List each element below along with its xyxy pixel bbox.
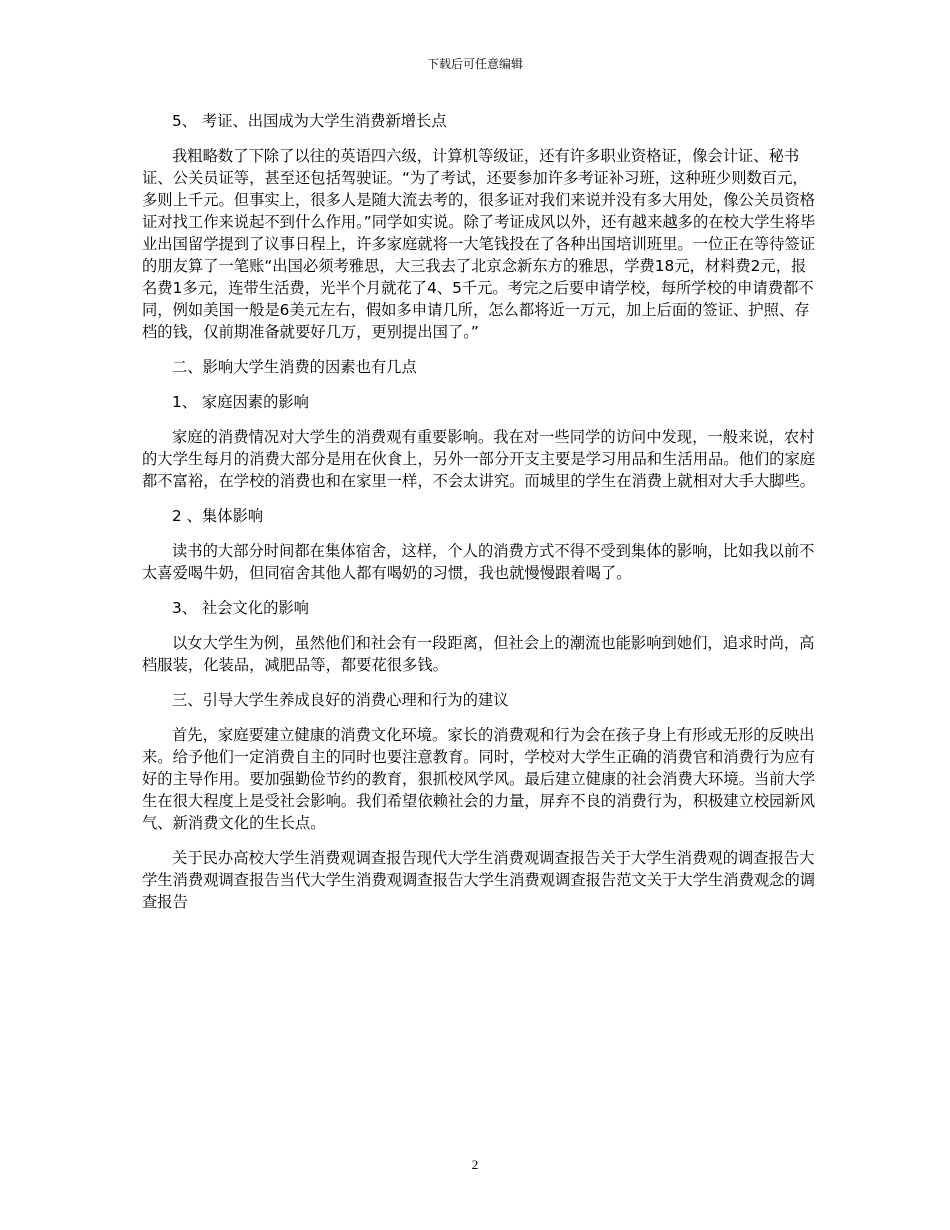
- section-heading-suggestions: 三、引导大学生养成良好的消费心理和行为的建议: [172, 691, 509, 709]
- header-note: 下载后可任意编辑: [426, 57, 523, 71]
- document-body: [142, 110, 818, 926]
- page-number: 2: [471, 1157, 479, 1172]
- paragraph-certificates: 我粗略数了下除了以往的英语四六级，计算机等级证，还有许多职业资格证，像会计证、秘书证、公关员证等，甚至还包括驾驶证。“为了考试，还要参加许多考证补习班，这种班少则数百元，多则上千元。但事实上，很多人是随大流去考的，很多证对我们来说并没有多大用处，像公关员资格证对找工作来说起不到什么作用。”同学如实说。除了考证成风以外，还有越来越多的在校大学生将毕业出国留学提到了议事日程上，许多家庭就将一大笔钱投在了各种出国培训班里。一位正在等待签证的朋友算了一笔账“出国必须考雅思，大三我去了北京念新东方的雅思，学费18元，材料费2元，报名费1多元，连带生活费，光半个月就花了4、5千元。考完之后要申请学校，每所学校的申请费都不同，例如美国一般是6美元左右，假如多申请几所，怎么都将近一万元，加上后面的签证、护照、存档的钱，仅前期准备就要好几万，更别提出国了。”: [142, 147, 816, 341]
- subheading-social-culture: 3、 社会文化的影响: [172, 599, 309, 617]
- section-heading-factors: 二、影响大学生消费的因素也有几点: [172, 358, 417, 376]
- subheading-family: 1、 家庭因素的影响: [172, 393, 309, 411]
- paragraph-family: 家庭的消费情况对大学生的消费观有重要影响。我在对一些同学的访问中发现，一般来说，农村的大学生每月的消费大部分是用在伙食上，另外一部分开支主要是学习用品和生活用品。他们的家庭都不富裕，在学校的消费也和在家里一样，不会太讲究。而城里的学生在消费上就相对大手大脚些。: [142, 428, 816, 490]
- section-heading-5: 5、 考证、出国成为大学生消费新增长点: [172, 112, 447, 130]
- subheading-collective: 2 、集体影响: [172, 507, 264, 525]
- paragraph-related-reports: 关于民办高校大学生消费观调查报告现代大学生消费观调查报告关于大学生消费观的调查报告大学生消费观调查报告当代大学生消费观调查报告大学生消费观调查报告范文关于大学生消费观念的调查报告: [142, 849, 816, 911]
- paragraph-collective: 读书的大部分时间都在集体宿舍，这样，个人的消费方式不得不受到集体的影响，比如我以前不太喜爱喝牛奶，但同宿舍其他人都有喝奶的习惯，我也就慢慢跟着喝了。: [142, 542, 815, 582]
- paragraph-social-culture: 以女大学生为例，虽然他们和社会有一段距离，但社会上的潮流也能影响到她们，追求时尚，高档服装，化装品，减肥品等，都要花很多钱。: [142, 634, 815, 674]
- paragraph-suggestions: 首先，家庭要建立健康的消费文化环境。家长的消费观和行为会在孩子身上有形或无形的反映出来。给予他们一定消费自主的同时也要注意教育。同时，学校对大学生正确的消费官和消费行为应有好的主导作用。要加强勤俭节约的教育，狠抓校风学风。最后建立健康的社会消费大环境。当前大学生在很大程度上是受社会影响。我们希望依赖社会的力量，屏弃不良的消费行为，积极建立校园新风气、新消费文化的生长点。: [142, 726, 816, 832]
